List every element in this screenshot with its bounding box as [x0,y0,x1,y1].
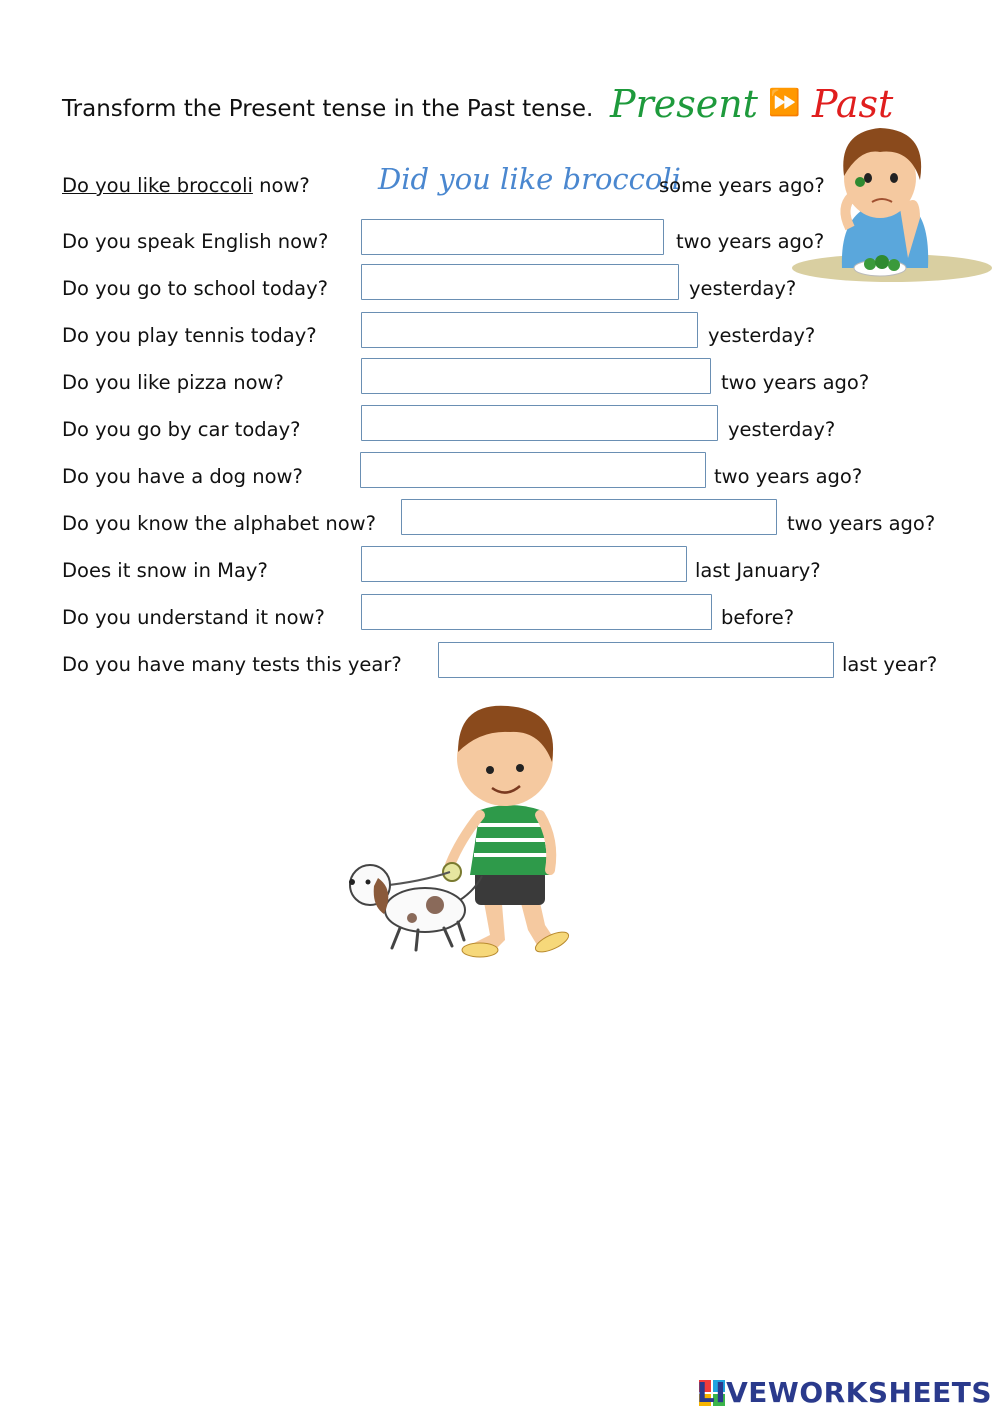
exercise-question-10: Do you have many tests this year? [62,653,402,676]
exercise-suffix-3: yesterday? [708,324,816,347]
exercise-question-7: Do you know the alphabet now? [62,512,376,535]
example-question [62,174,310,197]
example-suffix: some years ago? [659,174,825,197]
exercise-question-5: Do you go by car today? [62,418,301,441]
example-question-rest: now? [252,174,310,197]
answer-input-9[interactable] [361,594,712,630]
past-label: Past [812,82,894,126]
exercise-suffix-2: yesterday? [689,277,797,300]
answer-input-8[interactable] [361,546,687,582]
answer-input-7[interactable] [401,499,777,535]
boy-walking-dog-illustration [340,700,640,970]
example-answer: Did you like broccoli [378,162,681,196]
answer-input-5[interactable] [361,405,718,441]
exercise-suffix-7: two years ago? [787,512,936,535]
instruction-text: Transform the Present tense in the Past tense. [62,96,594,122]
exercise-suffix-10: last year? [842,653,938,676]
answer-input-2[interactable] [361,264,679,300]
exercise-question-8: Does it snow in May? [62,559,268,582]
liveworksheets-logo[interactable]: LIVEWORKSHEETS [696,1376,992,1409]
example-question-underlined: Do you like broccoli [62,174,253,197]
exercise-question-1: Do you speak English now? [62,230,329,253]
answer-input-4[interactable] [361,358,711,394]
exercise-suffix-5: yesterday? [728,418,836,441]
answer-input-3[interactable] [361,312,698,348]
exercise-question-3: Do you play tennis today? [62,324,317,347]
exercise-suffix-8: last January? [695,559,821,582]
answer-input-10[interactable] [438,642,834,678]
exercise-question-6: Do you have a dog now? [62,465,303,488]
exercise-suffix-6: two years ago? [714,465,863,488]
exercise-question-9: Do you understand it now? [62,606,325,629]
boy-broccoli-illustration [780,118,992,303]
exercise-question-2: Do you go to school today? [62,277,328,300]
exercise-suffix-4: two years ago? [721,371,870,394]
answer-input-6[interactable] [360,452,706,488]
present-label: Present [610,82,758,126]
exercise-question-4: Do you like pizza now? [62,371,284,394]
exercise-suffix-1: two years ago? [676,230,825,253]
answer-input-1[interactable] [361,219,664,255]
exercise-suffix-9: before? [721,606,795,629]
fast-forward-icon: ⏩ [768,88,801,118]
